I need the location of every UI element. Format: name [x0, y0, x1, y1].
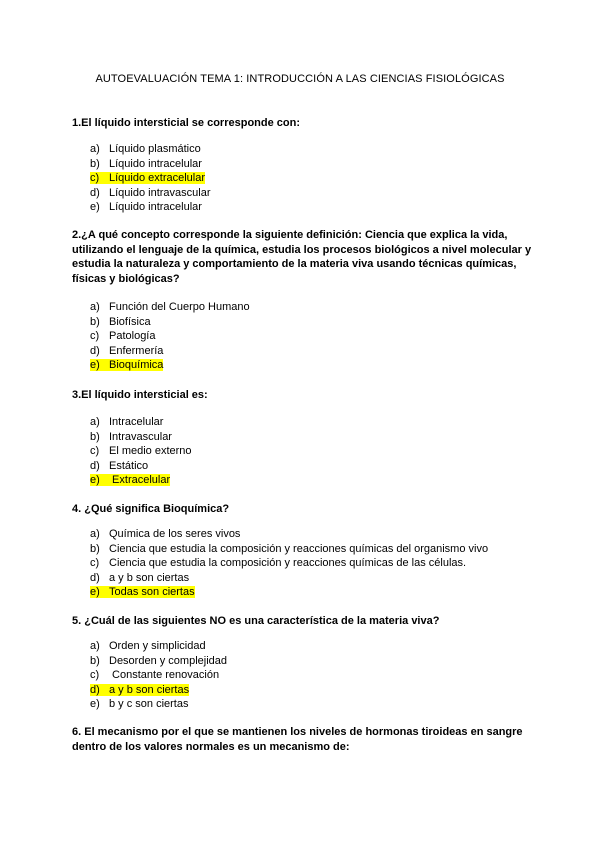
question-5-text: 5. ¿Cuál de las siguientes NO es una característica de la materia viva? [72, 615, 440, 627]
option-2a: a) Función del Cuerpo Humano [90, 301, 250, 313]
option-2e [90, 358, 250, 373]
option-2c: c) Patología [90, 330, 156, 343]
option-5c: c) Constante renovación [90, 669, 220, 682]
option-1d: d) Líquido intravascular [90, 186, 211, 199]
highlighted-answer: c) Líquido extracelular [90, 172, 206, 185]
option-1a: a) Líquido plasmático [90, 143, 201, 155]
option-3d: d) Estático [90, 459, 149, 472]
question-3-text: 3.El líquido intersticial es: [72, 389, 208, 401]
highlighted-answer: e) Extracelular [90, 474, 171, 487]
question-1-options [90, 142, 211, 215]
question-3-options [90, 415, 192, 488]
option-2b: b) Biofísica [90, 315, 151, 328]
option-5b: b) Desorden y complejidad [90, 654, 228, 667]
option-3e [90, 473, 192, 488]
option-3b: b) Intravascular [90, 430, 172, 443]
option-4c: c) Ciencia que estudia la composición y reacciones químicas de las células. [90, 557, 467, 570]
option-1c [90, 171, 211, 186]
question-1-text: 1.El líquido intersticial se corresponde con: [72, 117, 300, 129]
question-4-text: 4. ¿Qué significa Bioquímica? [72, 503, 230, 515]
option-4d: d) a y b son ciertas [90, 571, 190, 584]
option-1e: e) Líquido intracelular [90, 201, 202, 214]
option-4a: a) Química de los seres vivos [90, 528, 241, 540]
option-1b: b) Líquido intracelular [90, 157, 202, 170]
option-4b: b) Ciencia que estudia la composición y reacciones químicas del organismo vivo [90, 542, 489, 555]
question-2-text: 2.¿A qué concepto corresponde la siguiente definición: Ciencia que explica la vida, utilizando el lenguaje de la química, estudia los procesos biológicos a nivel molecular y estudia la naturaleza y comportamiento de la materia viva usando técnicas químicas, físicas y biológicas? [72, 229, 532, 285]
question-2-options [90, 300, 250, 373]
option-5d [90, 683, 227, 698]
option-5a: a) Orden y simplicidad [90, 640, 206, 652]
page-title: AUTOEVALUACIÓN TEMA 1: INTRODUCCIÓN A LAS CIENCIAS FISIOLÓGICAS [95, 73, 505, 85]
option-3c: c) El medio externo [90, 445, 192, 458]
question-5-options [90, 639, 227, 712]
highlighted-answer: d) a y b son ciertas [90, 683, 190, 696]
option-3a: a) Intracelular [90, 416, 164, 428]
highlighted-answer: e) Bioquímica [90, 359, 164, 372]
question-4-options [90, 527, 488, 600]
option-4e [90, 585, 488, 600]
question-6-text: 6. El mecanismo por el que se mantienen los niveles de hormonas tiroideas en sangre dentro de los valores normales es un mecanismo de: [72, 726, 523, 753]
option-2d: d) Enfermería [90, 344, 164, 357]
highlighted-answer: e) Todas son ciertas [90, 586, 195, 599]
option-5e: e) b y c son ciertas [90, 698, 189, 711]
